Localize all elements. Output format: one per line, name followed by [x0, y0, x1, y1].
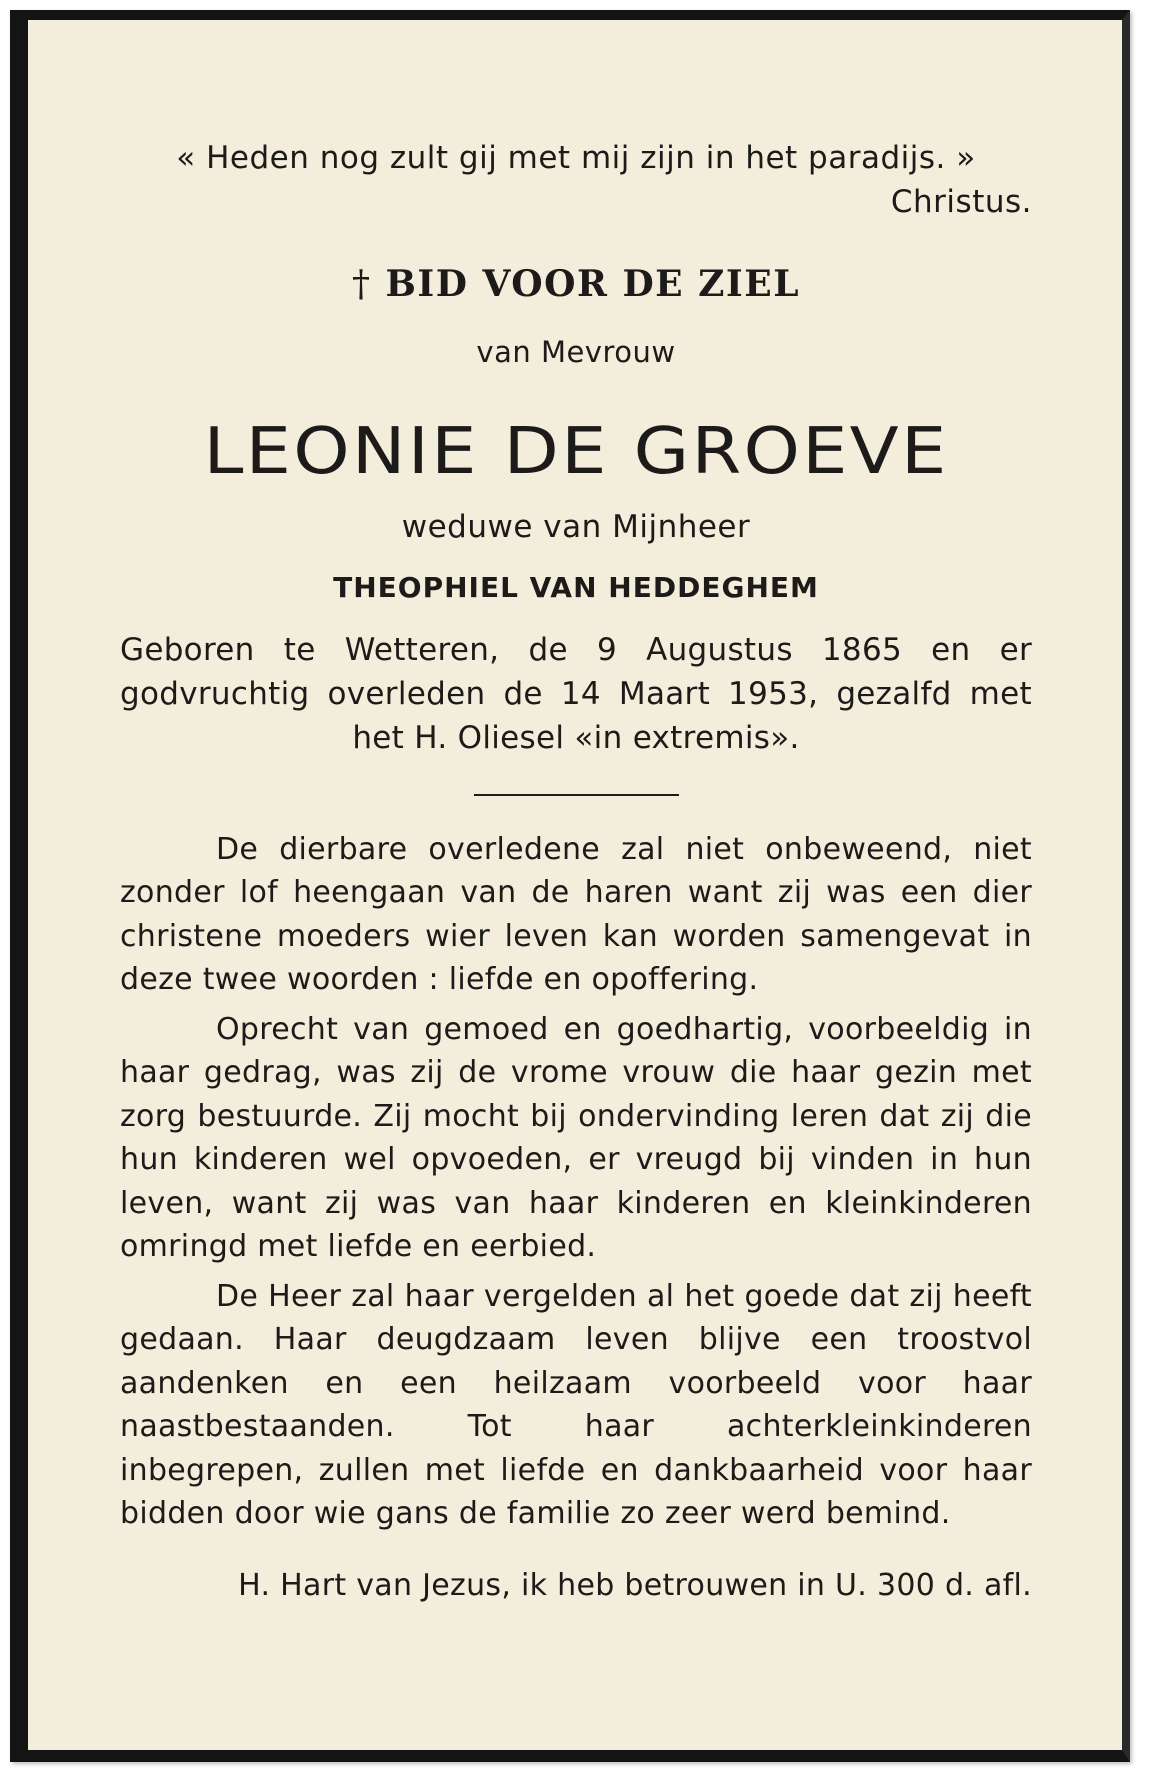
divider-line	[474, 794, 679, 796]
quote-author: Christus.	[890, 184, 1032, 221]
eulogy-paragraph: Oprecht van gemoed en goedhartig, voorbeeldig in haar gedrag, was zij de vrome vrouw die haar gezin met zorg bestuurde. Zij mocht bij ondervinding leren dat zij die hun kinderen wel opvoeden, er vreugd bij vinden in hun leven, want zij was van haar kinderen en kleinkinderen omringd met liefde en eerbied.	[120, 1011, 1032, 1265]
widow-line: weduwe van Mijnheer	[401, 508, 751, 545]
cross-icon: †	[351, 263, 372, 305]
eulogy-paragraph: De Heer zal haar vergelden al het goede dat zij heeft gedaan. Haar deugdzaam leven blijve een troostvol aandenken en een heilzaam voorbeeld voor haar naastbestaanden. Tot haar achterkleinkinderen inbegrepen, zullen met liefde en dankbaarheid voor haar bidden door wie gans de familie zo zeer werd bemind.	[120, 1278, 1032, 1532]
prayer-heading-text: BID VOOR DE ZIEL	[385, 262, 801, 305]
birth-death-text: Geboren te Wetteren, de 9 Augustus 1865 en er godvruchtig overleden de 14 Maart 1953, gezalfd met het H. Oliesel «in extremis».	[120, 631, 1032, 756]
spouse-name: THEOPHIEL VAN HEDDEGHEM	[333, 570, 819, 604]
deceased-name: LEONIE DE GROEVE	[203, 414, 949, 489]
eulogy-paragraph: De dierbare overledene zal niet onbeweend, niet zonder lof heengaan van de haren want zij was een dier christene moeders wier leven kan worden samengevat in deze twee woorden : liefde en opoffering.	[120, 831, 1032, 998]
bible-quote: « Heden nog zult gij met mij zijn in het paradijs. »	[176, 140, 976, 176]
prayer-heading	[120, 263, 1032, 305]
eulogy-body	[120, 828, 1032, 1536]
indulgence-invocation: H. Hart van Jezus, ik heb betrouwen in U. 300 d. afl.	[238, 1567, 1032, 1603]
card-content	[120, 138, 1032, 1603]
name-prefix: van Mevrouw	[476, 334, 676, 369]
memorial-card	[10, 10, 1130, 1762]
